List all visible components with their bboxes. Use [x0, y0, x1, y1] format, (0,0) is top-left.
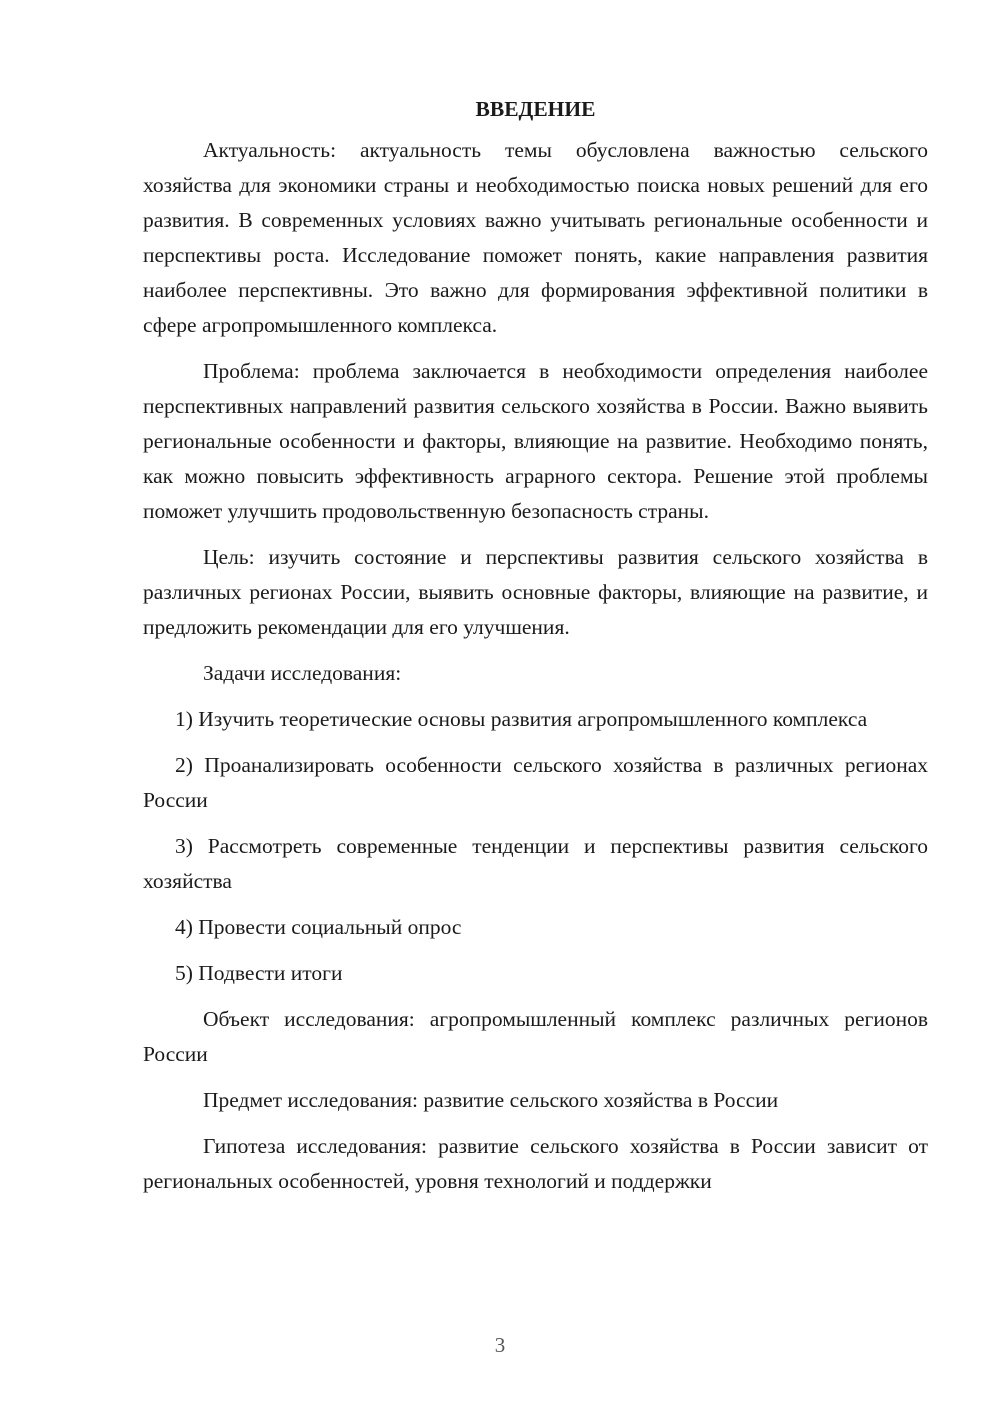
document-page [143, 92, 928, 1210]
task-item-1: 1) Изучить теоретические основы развития агропромышленного комплекса [175, 707, 868, 731]
task-item-3: 3) Рассмотреть современные тенденции и перспективы развития сельского хозяйства [143, 834, 928, 893]
paragraph-object: Объект исследования: агропромышленный комплекс различных регионов России [143, 1007, 928, 1066]
page-number: 3 [494, 1333, 506, 1357]
task-item-5: 5) Подвести итоги [175, 961, 343, 985]
page-title: ВВЕДЕНИЕ [475, 97, 596, 121]
paragraph-tasks-heading: Задачи исследования: [203, 661, 402, 685]
paragraph-relevance: Актуальность: актуальность темы обусловлена важностью сельского хозяйства для экономики страны и необходимостью поиска новых решений для его развития. В современных условиях важно учитывать региональные особенности и перспективы роста. Исследование поможет понять, какие направления развития наиболее перспективны. Это важно для формирования эффективной политики в сфере агропромышленного комплекса. [143, 138, 928, 337]
paragraph-problem: Проблема: проблема заключается в необходимости определения наиболее перспективных направлений развития сельского хозяйства в России. Важно выявить региональные особенности и факторы, влияющие на развитие. Необходимо понять, как можно повысить эффективность аграрного сектора. Решение этой проблемы поможет улучшить продовольственную безопасность страны. [143, 359, 928, 523]
paragraph-hypothesis: Гипотеза исследования: развитие сельского хозяйства в России зависит от региональных особенностей, уровня технологий и поддержки [143, 1134, 928, 1193]
task-item-2: 2) Проанализировать особенности сельского хозяйства в различных регионах России [143, 753, 928, 812]
paragraph-subject: Предмет исследования: развитие сельского хозяйства в России [203, 1088, 779, 1112]
paragraph-goal: Цель: изучить состояние и перспективы развития сельского хозяйства в различных регионах России, выявить основные факторы, влияющие на развитие, и предложить рекомендации для его улучшения. [143, 545, 928, 639]
task-item-4: 4) Провести социальный опрос [175, 915, 462, 939]
